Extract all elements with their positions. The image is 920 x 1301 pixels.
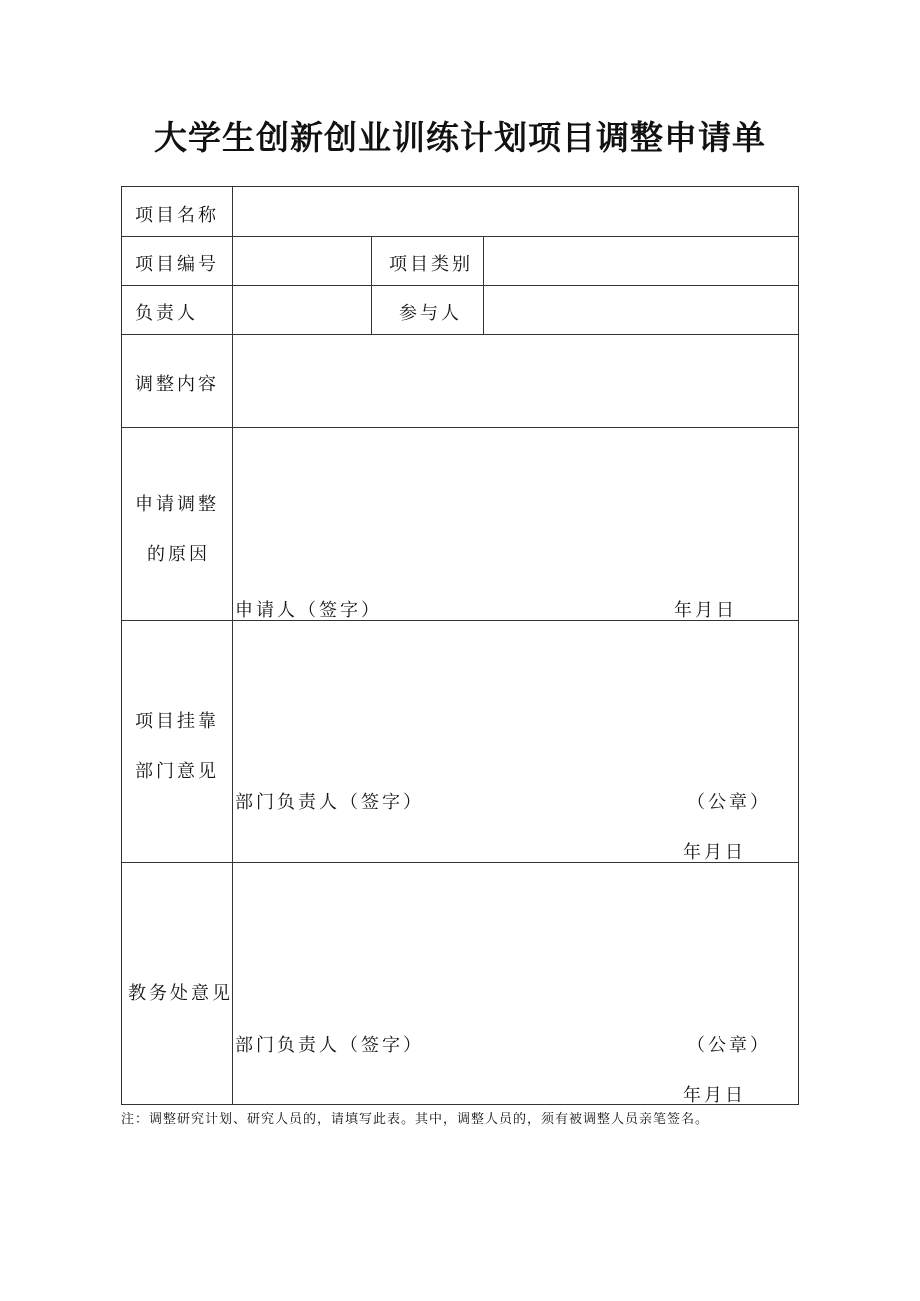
page-title: 大学生创新创业训练计划项目调整申请单 — [154, 118, 766, 157]
table-border-right — [798, 186, 799, 1105]
project-number-field[interactable] — [233, 237, 371, 285]
academic-affairs-date-label: 年月日 — [683, 1085, 746, 1106]
department-date-label: 年月日 — [683, 842, 746, 863]
leader-label: 负责人 — [135, 303, 198, 324]
project-name-field[interactable] — [233, 187, 798, 236]
project-category-label: 项目类别 — [389, 254, 473, 275]
participants-label: 参与人 — [399, 303, 462, 324]
reason-field[interactable] — [233, 428, 798, 588]
applicant-signature-label: 申请人（签字） — [235, 600, 382, 621]
application-form-table — [121, 186, 799, 1105]
department-seal-label: （公章） — [687, 792, 771, 813]
column-divider — [371, 236, 372, 335]
adjustment-content-label: 调整内容 — [135, 374, 219, 395]
academic-affairs-signature-label: 部门负责人（签字） — [235, 1035, 424, 1056]
reason-label-line1: 申请调整 — [135, 494, 219, 515]
department-opinion-field[interactable] — [233, 621, 798, 781]
academic-affairs-opinion-label: 教务处意见 — [128, 983, 233, 1004]
project-category-field[interactable] — [484, 237, 798, 285]
department-opinion-label-line2: 部门意见 — [135, 761, 219, 782]
department-head-signature-label: 部门负责人（签字） — [235, 792, 424, 813]
reason-label-line2: 的原因 — [147, 544, 210, 565]
leader-field[interactable] — [233, 286, 371, 334]
academic-affairs-opinion-field[interactable] — [233, 863, 798, 1023]
footnote: 注：调整研究计划、研究人员的，请填写此表。其中，调整人员的，须有被调整人员亲笔签名。 — [121, 1112, 710, 1127]
project-name-label: 项目名称 — [135, 205, 219, 226]
table-border-left — [121, 186, 122, 1105]
academic-affairs-seal-label: （公章） — [687, 1035, 771, 1056]
adjustment-content-field[interactable] — [233, 335, 798, 427]
participants-field[interactable] — [484, 286, 798, 334]
project-number-label: 项目编号 — [135, 254, 219, 275]
department-opinion-label-line1: 项目挂靠 — [135, 711, 219, 732]
applicant-date-label: 年月日 — [674, 600, 737, 621]
